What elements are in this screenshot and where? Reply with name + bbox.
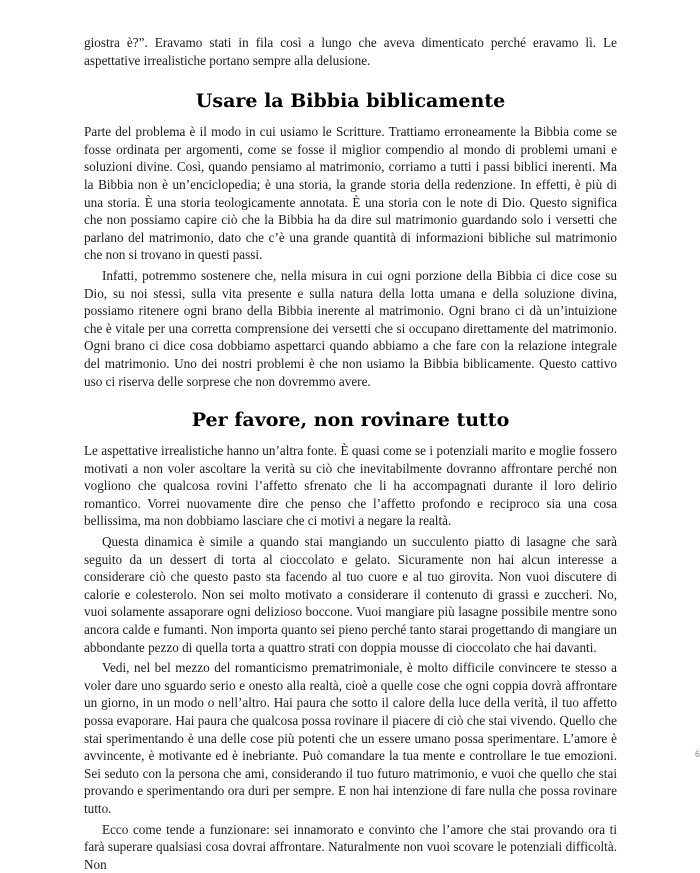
page-number: 6 [694,749,700,759]
body-paragraph: Parte del problema è il modo in cui usiamo le Scritture. Trattiamo erroneamente la Bibbia come se fosse ordinata per argomenti, come se fosse il miglior compendio al mondo di problemi umani e soluzioni divine. Così, quando pensiamo al matrimonio, corriamo a tutti i passi biblici inerenti. Ma la Bibbia non è un’enciclopedia; è una storia, la grande storia della redenzione. In effetti, è più di una storia. È una storia teologicamente annotata. È una storia con le note di Dio. Questo significa che non possiamo capire ciò che la Bibbia ha da dire sul matrimonio guardando solo i versetti che parlano del matrimonio, dato che c’è una grande quantità di informazioni bibliche sul matrimonio che non si trovano in questi passi. [84,124,617,263]
body-paragraph: Infatti, potremmo sostenere che, nella misura in cui ogni porzione della Bibbia ci dice cose su Dio, su noi stessi, sulla vita presente e sulla natura della lotta umana e della soluzione divina, possiamo ritenere ogni brano della Bibbia inerente al matrimonio. Ogni brano ci dà un’intuizione che è vitale per una corretta comprensione dei versetti che si occupano direttamente del matrimonio. Ogni brano ci dice cosa dobbiamo aspettarci quando abbiamo a che fare con la relazione integrale del matrimonio. Uno dei nostri problemi è che non usiamo la Bibbia biblicamente. Questo cattivo uso ci riserva delle sorprese che non dovremmo avere. [84,267,617,389]
intro-paragraph: giostra è?”. Eravamo stati in fila così a lungo che aveva dimenticato perché eravamo lì. Le aspettative irrealistiche portano sempre alla delusione. [84,35,617,68]
body-paragraph: Le aspettative irrealistiche hanno un’altra fonte. È quasi come se i potenziali marito e moglie fossero motivati a non voler ascoltare la verità su ciò che inevitabilmente dovranno affrontare perché non vogliono che qualcosa rovini l’affetto sfrenato che li ha accompagnati durante il loro delirio romantico. Vorrei nuovamente dire che penso che l’affetto profondo e reciproco sia una cosa bellissima, ma non dobbiamo lasciare che ci motivi a negare la realtà. [84,443,617,529]
body-paragraph: Questa dinamica è simile a quando stai mangiando un succulento piatto di lasagne che sarà seguito da un dessert di torta al cioccolato e gelato. Sicuramente non hai alcun interesse a considerare ciò che questo pasto sta facendo al tuo cuore e al tuo girovita. Non vuoi discutere di calorie e colesterolo. Non sei molto motivato a considerare il contenuto di grassi e zuccheri. No, vuoi solamente assaporare ogni delizioso boccone. Vuoi mangiare più lasagne possibile mentre sono ancora calde e fumanti. Non importa quanto sei pieno perché tanto starai progettando di mangiare un abbondante pezzo di quella torta a quattro strati con doppia mousse di cioccolato che hai davanti. [84,534,617,655]
section-heading-bible: Usare la Bibbia biblicamente [195,90,506,113]
section-heading-dont-ruin: Per favore, non rovinare tutto [191,409,510,432]
body-paragraph: Vedi, nel bel mezzo del romanticismo prematrimoniale, è molto difficile convincere te stesso a voler dare uno sguardo serio e onesto alla realtà, cioè a quelle cose che ogni coppia dovrà affrontare un giorno, in un modo o nell’altro. Hai paura che sotto il calore della luce della verità, il tuo affetto possa evaporare. Hai paura che qualcosa possa rovinare il piacere di ciò che stai vivendo. Quello che stai sperimentando è una delle cose più potenti che un essere umano possa sperimentare. L’amore è avvincente, è motivante ed è inebriante. Può comandare la tua mente e controllare le tue emozioni. Sei seduto con la persona che ami, considerando il tuo futuro matrimonio, e vuoi che quello che stai provando e sperimentando ora duri per sempre. E non hai intenzione di fare nulla che possa rovinare tutto. [84,660,617,816]
document-page [84,34,617,873]
body-paragraph: Ecco come tende a funzionare: sei innamorato e convinto che l’amore che stai provando ora ti farà superare qualsiasi cosa dovrai affrontare. Naturalmente non vuoi scovare le potenziali difficoltà. Non [84,821,617,872]
